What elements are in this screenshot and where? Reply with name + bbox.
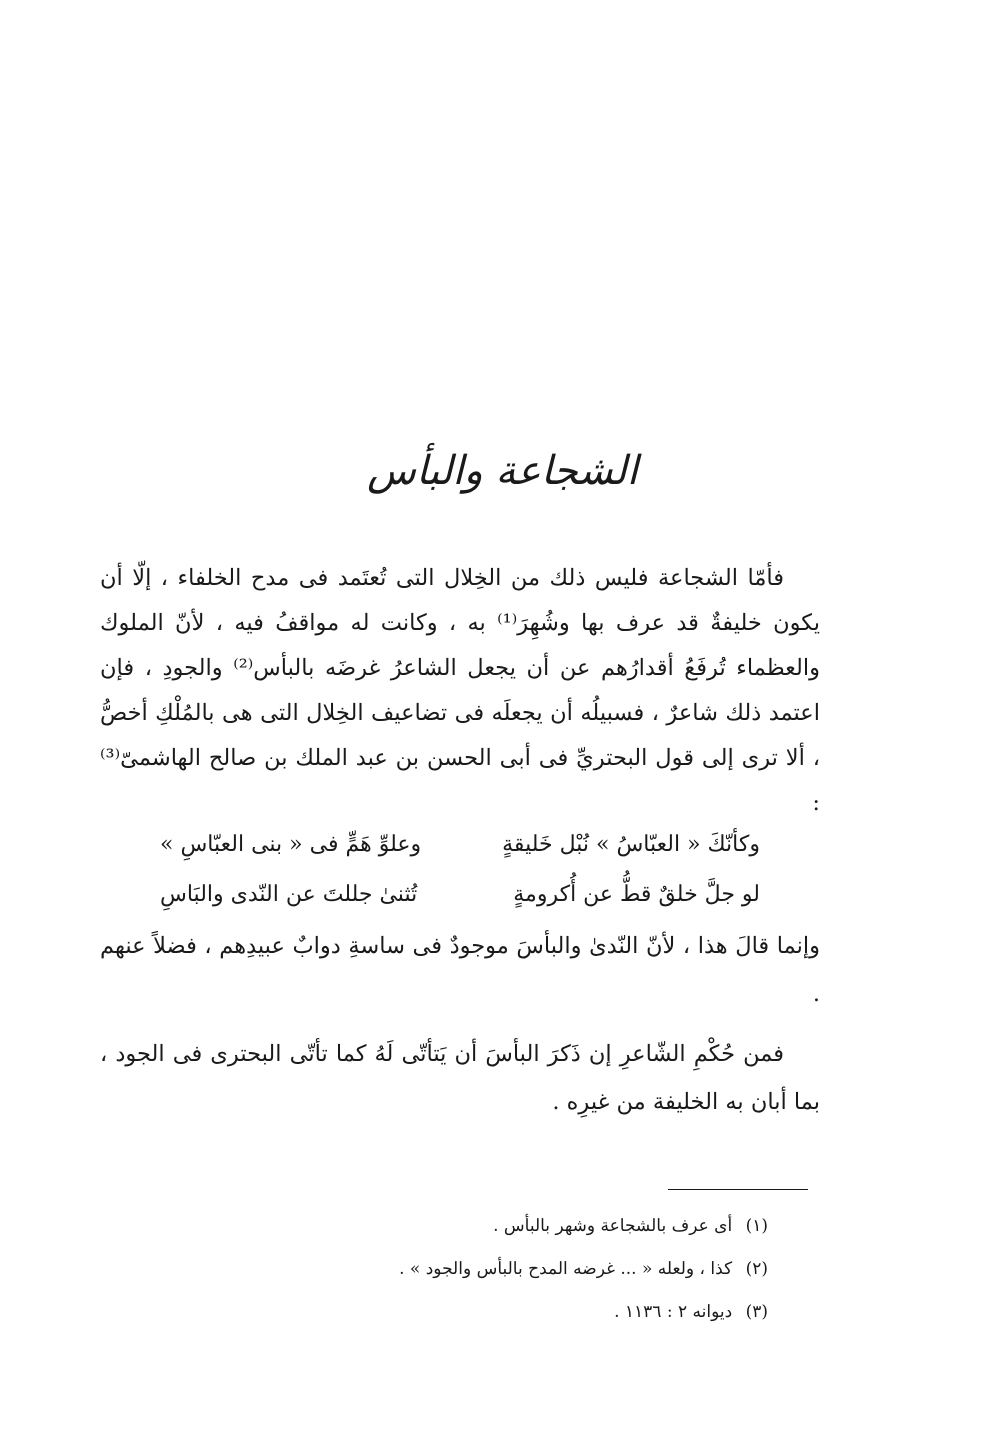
footnote-1-number: (١): [745, 1216, 768, 1236]
verse-line-1: [160, 820, 760, 870]
footnote-3: [300, 1298, 768, 1341]
footnote-3-text: ديوانه ٢ : ١١٣٦ .: [614, 1302, 733, 1322]
paragraph-3: فمن حُكْمِ الشّاعرِ إن ذَكرَ البأسَ أن يَتأتّى لَهُ كما تأتّى البحترى فى الجود ، بما أبان به الخليفة من غيرِه .: [100, 1041, 820, 1115]
footnote-1-text: أى عرف بالشجاعة وشهر بالبأس .: [493, 1216, 733, 1236]
footnote-2: [300, 1255, 768, 1298]
main-text-block: [100, 556, 820, 826]
chapter-title: الشجاعة والبأس: [367, 448, 638, 494]
verse-1-second-hemistich: وعلوِّ هَمٍّ فى « بنى العبّاسِ »: [160, 832, 422, 857]
footnote-3-number: (٣): [745, 1302, 768, 1322]
verse-line-2: [160, 870, 760, 920]
footnote-2-number: (٢): [745, 1259, 768, 1279]
verse-2-first-hemistich: لو جلَّ خلقٌ قطُّ عن أُكرومةٍ: [513, 882, 760, 907]
paragraph-1: فأمّا الشجاعة فليس ذلك من الخِلال التى تُعتَمد فى مدح الخلفاء ، إلّا أن يكون خليفةٌ قد عرف بها وشُهِرَ⁽¹⁾ به ، وكانت له مواقفُ فيه ، لأنّ الملوك والعظماء تُرفَعُ أقدارُهم عن أن يجعل الشاعرُ غرضَه بالبأس⁽²⁾ والجودِ ، فإن اعتمد ذلك شاعرٌ ، فسبيلُه أن يجعلَه فى تضاعيف الخِلال التى هى بالمُلْكِ أخصُّ ، ألا ترى إلى قول البحتريِّ فى أبى الحسن بن عبد الملك بن صالح الهاشمىّ⁽³⁾ :: [100, 565, 820, 816]
closing-text-block: [100, 922, 820, 1126]
footnote-2-text: كذا ، ولعله « ... غرضه المدح بالبأس والجود » .: [399, 1259, 733, 1279]
verse-1-first-hemistich: وكأنّكَ « العبّاسُ » نُبْل خَليقةٍ: [502, 832, 760, 857]
poem-verses: [160, 820, 760, 920]
paragraph-2: وإنما قالَ هذا ، لأنّ النّدىٰ والبأسَ موجودٌ فى ساسةِ دوابٌ عبيدِهم ، فضلاً عنهم .: [100, 933, 820, 1007]
footnote-separator: [668, 1189, 808, 1190]
verse-2-second-hemistich: تُثنىٰ جللتَ عن النّدى والبَاسِ: [160, 882, 418, 907]
footnote-1: [300, 1212, 768, 1255]
footnotes-list: [300, 1212, 768, 1341]
